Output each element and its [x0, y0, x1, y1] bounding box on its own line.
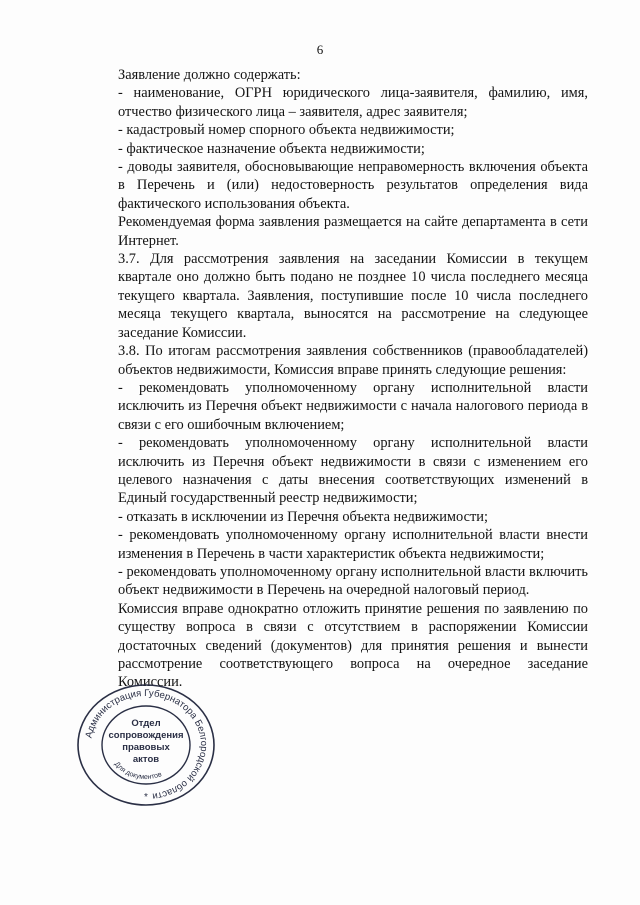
paragraph: - наименование, ОГРН юридического лица-заявителя, фамилию, имя, отчество физического лица – заявителя, адрес заявителя; [118, 85, 588, 120]
office-stamp [72, 682, 220, 808]
paragraph: Рекомендуемая форма заявления размещается на сайте департамента в сети Интернет. [118, 214, 588, 249]
paragraph: - фактическое назначение объекта недвижимости; [118, 140, 425, 157]
paragraph: - рекомендовать уполномоченному органу исполнительной власти исключить из Перечня объект недвижимости с начала налогового периода в связи с его ошибочным включением; [118, 379, 588, 433]
paragraph: - отказать в исключении из Перечня объекта недвижимости; [118, 508, 488, 525]
paragraph: Комиссия вправе однократно отложить принятие решения по заявлению по существу вопроса в связи с отсутствием в распоряжении Комиссии достаточных сведений (документов) для принятия решения и вынести рассмотрение соответствующего вопроса на очередное заседание Комиссии. [118, 600, 588, 691]
paragraph: - доводы заявителя, обосновывающие неправомерность включения объекта в Перечень и (или) недостоверность результатов определения вида фактического использования объекта. [118, 159, 588, 212]
document-body [118, 66, 588, 692]
stamp-bottom-text: Для документов [112, 760, 163, 782]
stamp-graphic [72, 682, 220, 808]
page-number: 6 [316, 42, 324, 57]
paragraph: 3.7. Для рассмотрения заявления на заседании Комиссии в текущем квартале оно должно быть подано не позднее 10 числа последнего месяца текущего квартала. Заявления, поступившие после 10 числа последнего месяца текущего квартала, выносятся на рассмотрение на следующее заседание Комиссии. [118, 251, 588, 341]
stamp-line: правовых [122, 742, 170, 753]
stamp-line: Отдел [131, 718, 161, 729]
paragraph: - рекомендовать уполномоченному органу исполнительной власти внести изменения в Перечень в части характеристик объекта недвижимости; [118, 527, 588, 562]
stamp-line: сопровождения [108, 730, 184, 741]
paragraph: 3.8. По итогам рассмотрения заявления собственников (правообладателей) объектов недвижимости, Комиссия вправе принять следующие решения: [118, 343, 588, 378]
stamp-star: * [144, 792, 148, 803]
paragraph: - кадастровый номер спорного объекта недвижимости; [118, 122, 455, 139]
paragraph: - рекомендовать уполномоченному органу исполнительной власти включить объект недвижимости в Перечень на очередной налоговый период. [118, 563, 588, 599]
paragraph: Заявление должно содержать: [118, 67, 301, 83]
stamp-ring-text: Администрация Губернатора Белгородской области [83, 687, 210, 802]
paragraph: - рекомендовать уполномоченному органу исполнительной власти исключить из Перечня объект недвижимости в связи с изменением его целевого назначения с даты внесения соответствующих изменений в Единый государственный реестр недвижимости; [118, 435, 588, 507]
stamp-line: актов [132, 754, 160, 765]
